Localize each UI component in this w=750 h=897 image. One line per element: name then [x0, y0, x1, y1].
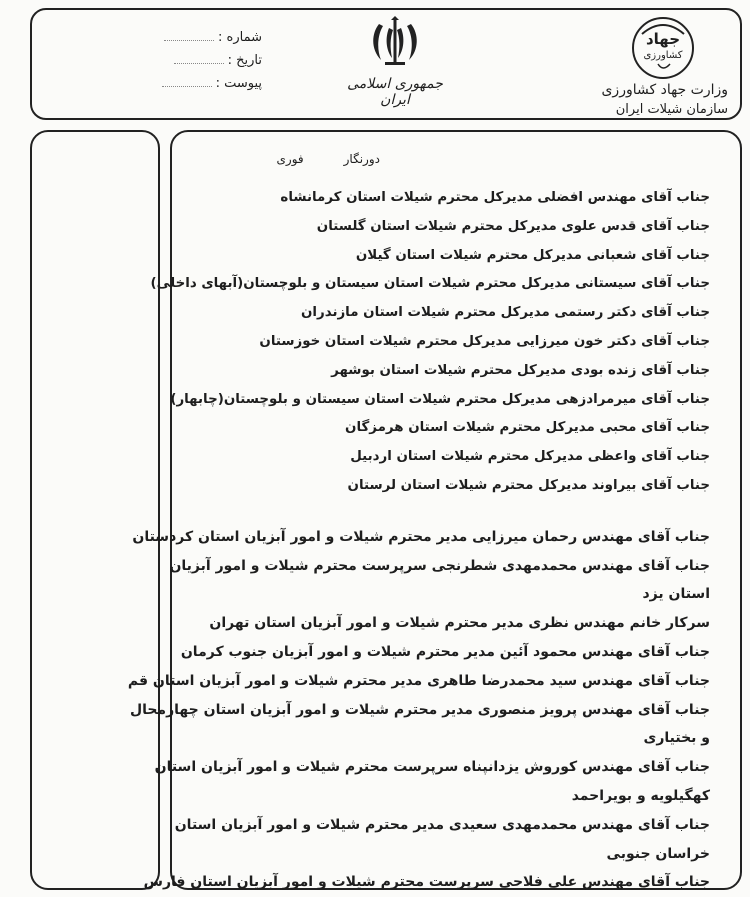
- number-field: [150, 30, 262, 45]
- recipient-line: جناب آقای مهندس محمود آئین مدیر محترم شیلات و امور آبزیان جنوب کرمان: [180, 643, 710, 660]
- recipient-line: جناب آقای دکتر خون میرزایی مدیرکل محترم شیلات استان خوزستان: [259, 333, 710, 349]
- date-label: تاریخ :: [227, 53, 262, 68]
- priority-line: [220, 152, 380, 166]
- organization-name: سازمان شیلات ایران: [615, 102, 728, 117]
- recipients-group-2: [127, 523, 710, 897]
- recipient-line: و بختیاری: [643, 730, 710, 747]
- recipient-line: جناب آقای دکتر رستمی مدیرکل محترم شیلات استان مازندران: [300, 305, 710, 321]
- logo-text-top: جهاد: [645, 30, 681, 48]
- recipient-line: جناب آقای قدس علوی مدیرکل محترم شیلات استان گلستان: [316, 218, 710, 234]
- margin-frame: [30, 130, 160, 890]
- attachment-dots: [162, 86, 212, 87]
- recipient-line: سرکار خانم مهندس نظری مدیر محترم شیلات و امور آبزیان استان تهران: [209, 615, 710, 632]
- ministry-logo-icon: [628, 14, 698, 84]
- recipient-line: جناب آقای زنده بودی مدیرکل محترم شیلات استان بوشهر: [331, 362, 710, 378]
- ministry-logo: [628, 14, 698, 84]
- recipients-group-1: [150, 184, 710, 501]
- ministry-block: [601, 80, 728, 120]
- attachment-label: پیوست :: [215, 76, 262, 91]
- priority-urgent: فوری: [276, 152, 304, 166]
- recipient-line: جناب آقای محبی مدیرکل محترم شیلات استان هرمزگان: [345, 420, 710, 436]
- priority-fax: دورنگار: [343, 152, 380, 166]
- recipient-line: جناب آقای مهندس افضلی مدیرکل محترم شیلات استان کرمانشاه: [280, 190, 710, 205]
- date-dots: [174, 63, 224, 64]
- recipient-line: خراسان جنوبی: [606, 845, 710, 862]
- recipient-line: جناب آقای مهندس علی فلاحی سرپرست محترم شیلات و امور آبزیان استان فارس: [143, 874, 710, 891]
- recipient-line: کهگیلویه و بویراحمد: [571, 787, 710, 804]
- logo-text-bottom: کشاورزی: [643, 50, 683, 61]
- date-field: [150, 53, 262, 68]
- attachment-field: [150, 76, 262, 91]
- recipient-line: جناب آقای واعظی مدیرکل محترم شیلات استان اردبیل: [350, 449, 710, 465]
- national-emblem: [340, 16, 450, 108]
- number-dots: [164, 40, 214, 41]
- emblem-caption: جمهوری اسلامی ایران: [347, 76, 443, 108]
- recipient-line: جناب آقای شعبانی مدیرکل محترم شیلات استان گیلان: [355, 247, 710, 263]
- recipient-line: جناب آقای بیراوند مدیرکل محترم شیلات استان لرستان: [347, 477, 710, 493]
- recipient-line: جناب آقای میرمرادزهی مدیرکل محترم شیلات استان سیستان و بلوچستان(چابهار): [170, 391, 710, 407]
- recipient-line: جناب آقای مهندس محمدمهدی شطرنجی سرپرست محترم شیلات و امور آبزیان: [169, 557, 710, 574]
- emblem-icon: [365, 16, 425, 68]
- recipient-line: جناب آقای مهندس محمدمهدی سعیدی مدیر محترم شیلات و امور آبزیان استان: [174, 816, 710, 833]
- recipient-line: جناب آقای مهندس کوروش یزدانپناه سرپرست محترم شیلات و امور آبزیان استان: [154, 759, 710, 776]
- recipient-line: جناب آقای مهندس سید محمدرضا طاهری مدیر محترم شیلات و امور آبزیان استان قم: [127, 672, 710, 689]
- recipients-list: [127, 184, 710, 897]
- recipient-line: جناب آقای مهندس رحمان میرزایی مدیر محترم شیلات و امور آبزیان استان کردستان: [132, 528, 710, 545]
- recipient-line: استان یزد: [642, 586, 710, 603]
- recipient-line: جناب آقای مهندس پرویز منصوری مدیر محترم شیلات و امور آبزیان استان چهارمحال: [129, 701, 710, 718]
- group-spacer: [190, 501, 710, 523]
- recipient-line: جناب آقای سیستانی مدیرکل محترم شیلات استان سیستان و بلوچستان(آبهای داخلی): [150, 276, 710, 292]
- ministry-name: وزارت جهاد کشاورزی: [601, 82, 728, 98]
- number-label: شماره :: [218, 30, 262, 45]
